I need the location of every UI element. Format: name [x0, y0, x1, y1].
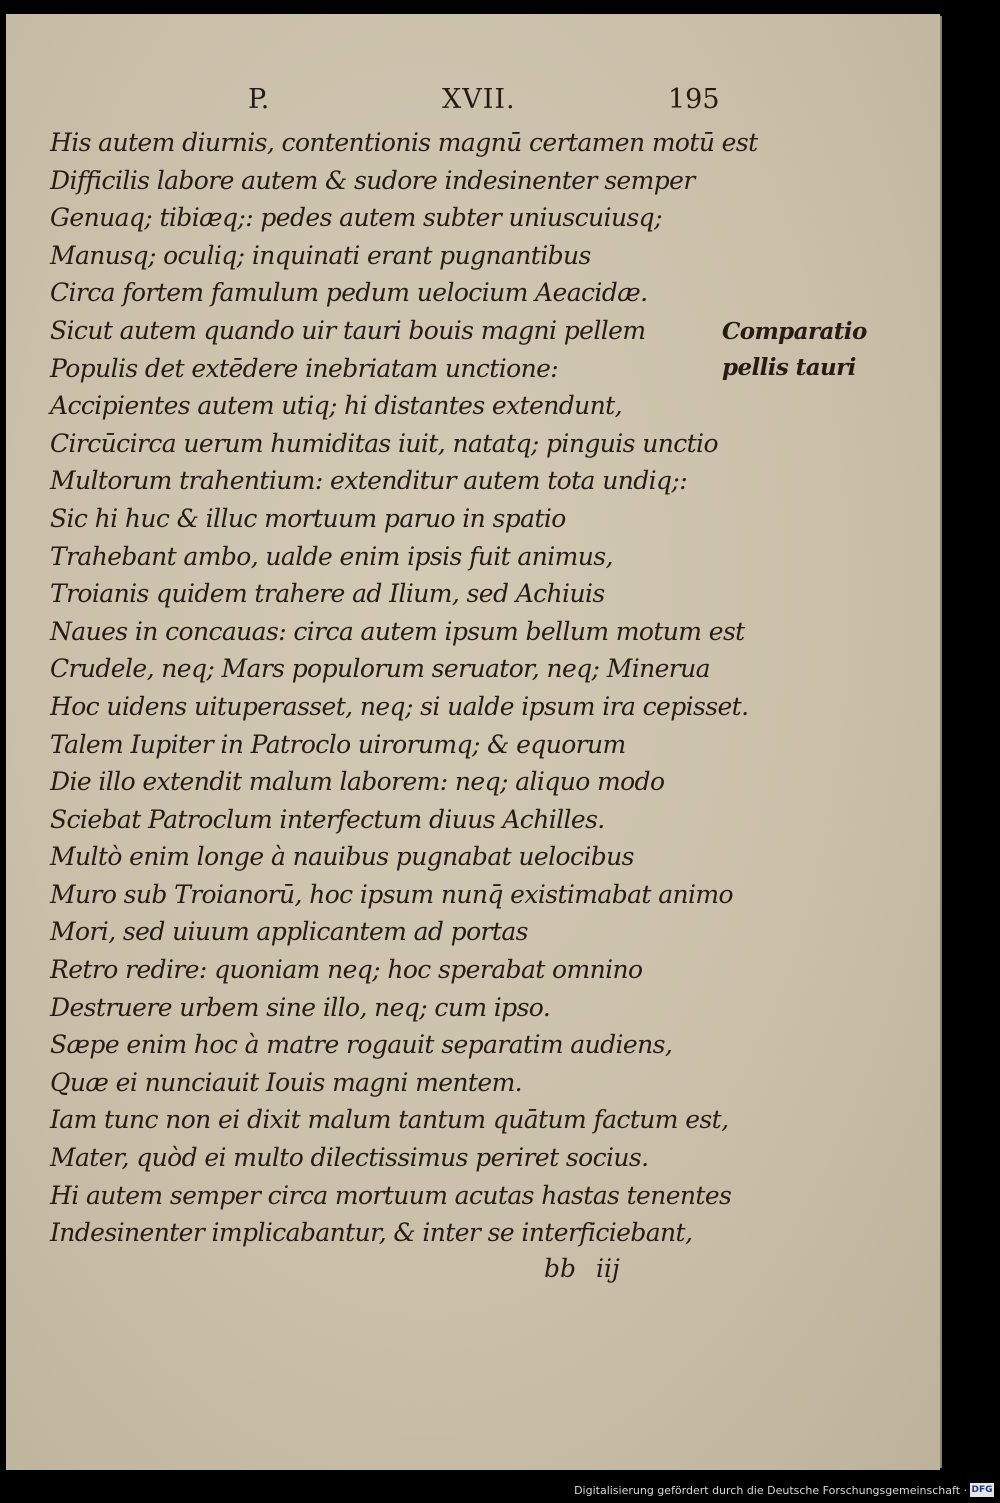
chapter-number: XVII.	[442, 84, 516, 115]
verse-line: Difficilis labore autem & sudore indesinenter semper	[50, 165, 695, 195]
verse-line: Hi autem semper circa mortuum acutas hastas tenentes	[50, 1180, 732, 1210]
verse-line: Sic hi huc & illuc mortuum paruo in spatio	[50, 503, 566, 533]
verse-line: Die illo extendit malum laborem: neq; aliquo modo	[50, 767, 665, 797]
running-head	[0, 84, 1000, 124]
verse-line: Trahebant ambo, ualde enim ipsis fuit animus,	[50, 541, 613, 571]
verse-line: His autem diurnis, contentionis magnū certamen motū est	[50, 128, 758, 157]
verse-line: Indesinenter implicabantur, & inter se interficiebant,	[50, 1218, 693, 1248]
verse-line: Troianis quidem trahere ad Ilium, sed Achiuis	[50, 579, 605, 609]
verse-line: Multorum trahentium: extenditur autem tota undiq;:	[50, 466, 688, 496]
verse-line: Sicut autem quando uir tauri bouis magni pellem	[50, 315, 646, 345]
digitization-credit	[574, 1480, 994, 1500]
verse-list	[50, 124, 758, 1252]
verse-line: Quæ ei nunciauit Iouis magni mentem.	[50, 1067, 523, 1097]
signature-mark: P.	[248, 84, 270, 115]
verse-line: Crudele, neq; Mars populorum seruator, neq; Minerua	[50, 654, 710, 684]
marginal-note	[722, 314, 867, 386]
verse-line: Hoc uidens uituperasset, neq; si ualde ipsum ira cepisset.	[50, 691, 749, 721]
verse-line: Mater, quòd ei multo dilectissimus periret socius.	[50, 1143, 649, 1173]
verse-line: Sciebat Patroclum interfectum diuus Achilles.	[50, 804, 605, 834]
printer-signature: bb iij	[544, 1254, 620, 1283]
verse-line: Circa fortem famulum pedum uelocium Aeacidæ.	[50, 278, 648, 308]
marginal-note-line: Comparatio	[722, 318, 867, 345]
verse-line: Genuaq; tibiæq;: pedes autem subter uniuscuiusq;	[50, 203, 662, 233]
dfg-logo-icon: DFG	[971, 1485, 993, 1495]
page-number: 195	[668, 84, 720, 115]
verse-line: Circūcirca uerum humiditas iuit, natatq; pinguis unctio	[50, 428, 718, 458]
verse-line: Muro sub Troianorū, hoc ipsum nunq̄ existimabat animo	[50, 879, 733, 909]
verse-line: Destruere urbem sine illo, neq; cum ipso.	[50, 992, 551, 1022]
verse-line: Talem Iupiter in Patroclo uirorumq; & equorum	[50, 729, 626, 759]
verse-line: Iam tunc non ei dixit malum tantum quātum factum est,	[50, 1105, 729, 1135]
verse-line: Retro redire: quoniam neq; hoc sperabat omnino	[50, 955, 643, 985]
credit-text: Digitalisierung gefördert durch die Deutsche Forschungsgemeinschaft ·	[574, 1483, 967, 1497]
marginal-note-line: pellis tauri	[722, 354, 856, 381]
verse-line: Mori, sed uiuum applicantem ad portas	[50, 917, 528, 947]
verse-line: Multò enim longe à nauibus pugnabat uelocibus	[50, 842, 634, 872]
verse-line: Manusq; oculiq; inquinati erant pugnantibus	[50, 240, 591, 270]
verse-line: Sæpe enim hoc à matre rogauit separatim audiens,	[50, 1030, 673, 1060]
verse-line: Populis det extēdere inebriatam unctione:	[50, 353, 559, 383]
verse-line: Naues in concauas: circa autem ipsum bellum motum est	[50, 616, 745, 646]
verse-line: Accipientes autem utiq; hi distantes extendunt,	[50, 391, 622, 421]
